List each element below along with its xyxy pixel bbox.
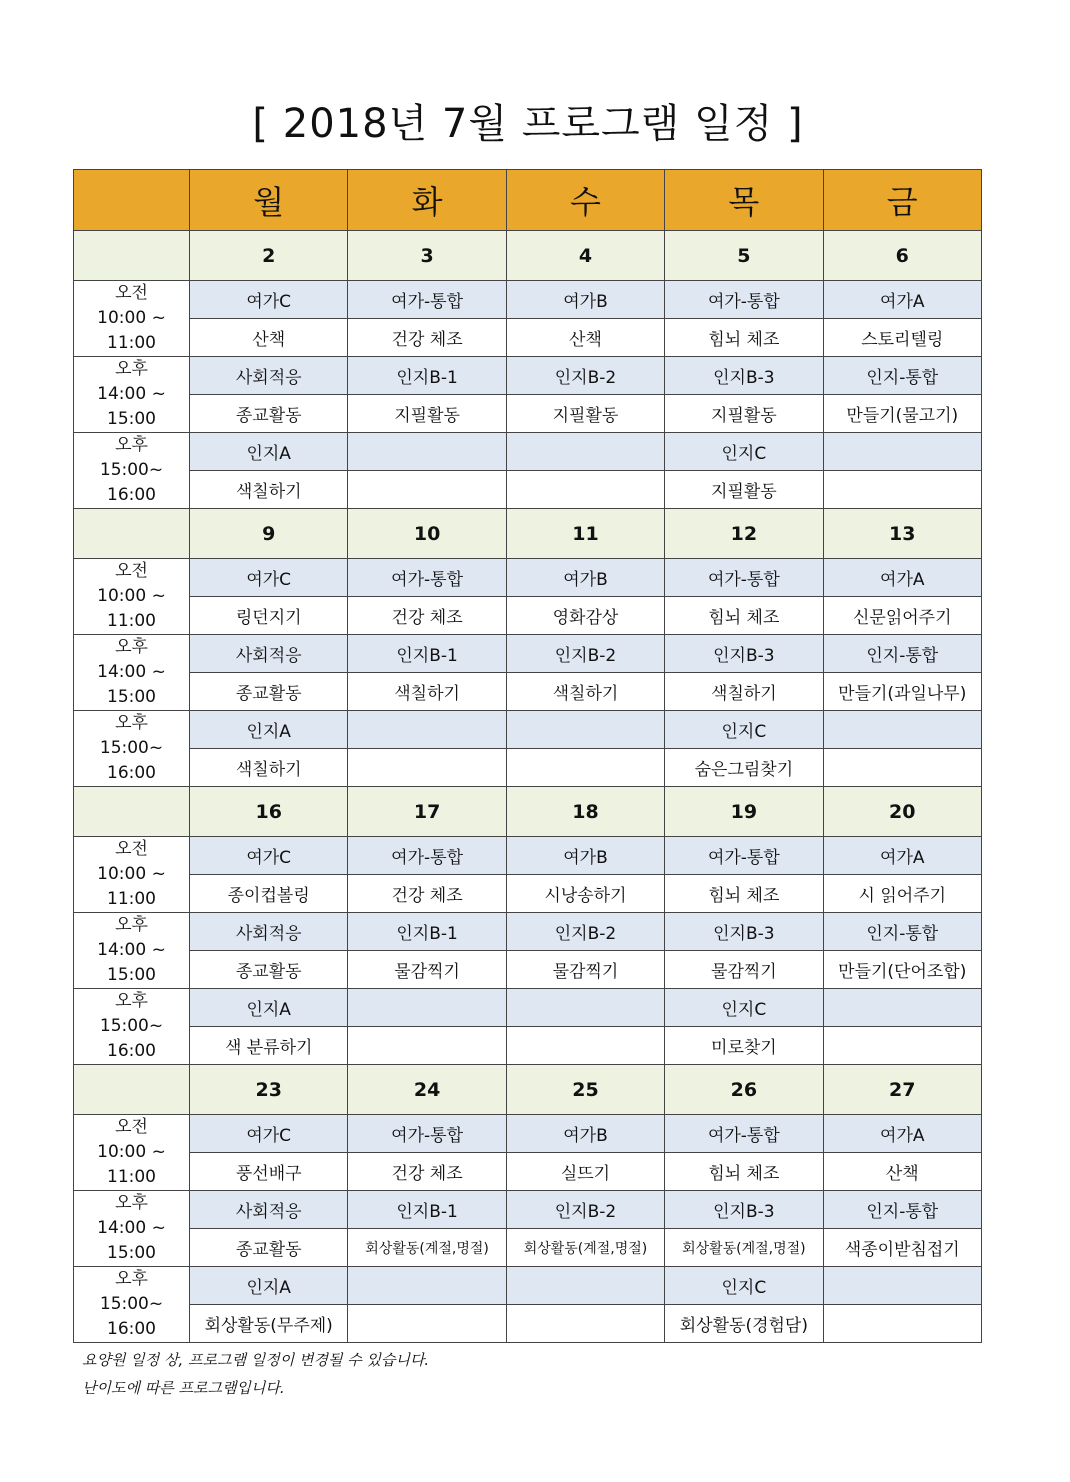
time-slot-cell [74, 1191, 190, 1267]
activity-row [74, 1229, 982, 1267]
date-cell: 27 [823, 1065, 981, 1115]
activity-cell [506, 749, 664, 787]
date-row [74, 509, 982, 559]
date-row [74, 1065, 982, 1115]
program-cell: 인지C [665, 1267, 823, 1305]
activity-cell: 시 읽어주기 [823, 875, 981, 913]
time-start: 14:00 ~ [97, 384, 166, 404]
program-cell: 여가C [190, 837, 348, 875]
activity-cell: 힘뇌 체조 [665, 875, 823, 913]
activity-cell: 색칠하기 [665, 673, 823, 711]
date-cell: 9 [190, 509, 348, 559]
activity-cell: 만들기(물고기) [823, 395, 981, 433]
activity-cell: 색칠하기 [506, 673, 664, 711]
weekday-header: 목 [665, 170, 823, 231]
activity-row [74, 875, 982, 913]
program-cell: 여가B [506, 281, 664, 319]
program-cell [506, 1267, 664, 1305]
activity-cell [506, 471, 664, 509]
activity-cell [823, 749, 981, 787]
activity-cell: 종이컵볼링 [190, 875, 348, 913]
date-cell: 13 [823, 509, 981, 559]
date-cell: 20 [823, 787, 981, 837]
program-cell: 여가A [823, 837, 981, 875]
date-cell: 25 [506, 1065, 664, 1115]
activity-row [74, 951, 982, 989]
date-cell: 5 [665, 231, 823, 281]
page-title: [ 2018년 7월 프로그램 일정 ] [252, 101, 804, 147]
date-cell: 16 [190, 787, 348, 837]
time-start: 10:00 ~ [97, 586, 166, 606]
program-cell: 인지B-1 [348, 635, 506, 673]
time-end: 11:00 [107, 1167, 156, 1187]
program-cell: 인지B-3 [665, 635, 823, 673]
time-start: 15:00~ [99, 1294, 164, 1314]
time-period: 오후 [115, 915, 148, 935]
activity-cell: 건강 체조 [348, 1153, 506, 1191]
activity-cell: 회상활동(계절,명절) [348, 1229, 506, 1267]
program-cell [348, 433, 506, 471]
activity-row [74, 597, 982, 635]
activity-row [74, 673, 982, 711]
time-period: 오후 [115, 435, 148, 455]
date-cell: 19 [665, 787, 823, 837]
program-row [74, 989, 982, 1027]
program-cell [506, 433, 664, 471]
time-slot-cell [74, 635, 190, 711]
program-cell: 사회적응 [190, 635, 348, 673]
program-cell: 인지-통합 [823, 1191, 981, 1229]
program-cell: 사회적응 [190, 913, 348, 951]
program-row [74, 635, 982, 673]
time-end: 11:00 [107, 889, 156, 909]
time-slot-cell [74, 281, 190, 357]
program-cell: 여가C [190, 1115, 348, 1153]
activity-cell: 지필활동 [665, 471, 823, 509]
program-row [74, 357, 982, 395]
program-cell: 여가B [506, 1115, 664, 1153]
activity-cell: 건강 체조 [348, 319, 506, 357]
time-slot-cell [74, 559, 190, 635]
time-start: 15:00~ [99, 1016, 164, 1036]
time-start: 15:00~ [99, 460, 164, 480]
program-cell [823, 711, 981, 749]
activity-cell: 지필활동 [506, 395, 664, 433]
activity-cell: 힘뇌 체조 [665, 1153, 823, 1191]
time-period: 오후 [115, 637, 148, 657]
program-cell: 인지C [665, 433, 823, 471]
footnote: 요양원 일정 상, 프로그램 일정이 변경될 수 있습니다. [82, 1351, 430, 1369]
program-cell [348, 989, 506, 1027]
program-cell: 인지C [665, 989, 823, 1027]
time-start: 15:00~ [99, 738, 164, 758]
time-start: 14:00 ~ [97, 1218, 166, 1238]
date-cell: 6 [823, 231, 981, 281]
date-cell: 4 [506, 231, 664, 281]
program-cell [823, 1267, 981, 1305]
program-cell: 인지A [190, 711, 348, 749]
program-row [74, 281, 982, 319]
activity-cell: 링던지기 [190, 597, 348, 635]
time-end: 16:00 [107, 1041, 156, 1061]
program-cell: 여가-통합 [348, 1115, 506, 1153]
activity-cell: 색 분류하기 [190, 1027, 348, 1065]
time-slot-cell [74, 989, 190, 1065]
activity-cell: 실뜨기 [506, 1153, 664, 1191]
footnotes [82, 1346, 429, 1402]
activity-cell: 종교활동 [190, 395, 348, 433]
program-cell: 인지-통합 [823, 635, 981, 673]
activity-cell: 종교활동 [190, 673, 348, 711]
program-row [74, 1191, 982, 1229]
time-period: 오전 [115, 283, 148, 303]
schedule-table [73, 169, 982, 1343]
activity-cell: 회상활동(무주제) [190, 1305, 348, 1343]
time-end: 15:00 [107, 1243, 156, 1263]
date-row-spacer [74, 509, 190, 559]
time-period: 오전 [115, 1117, 148, 1137]
program-cell: 인지B-1 [348, 1191, 506, 1229]
date-cell: 26 [665, 1065, 823, 1115]
activity-row [74, 1305, 982, 1343]
activity-row [74, 319, 982, 357]
activity-cell [506, 1027, 664, 1065]
date-cell: 12 [665, 509, 823, 559]
activity-row [74, 1153, 982, 1191]
weekday-header: 화 [348, 170, 506, 231]
program-cell [823, 433, 981, 471]
activity-cell: 지필활동 [348, 395, 506, 433]
activity-cell: 힘뇌 체조 [665, 597, 823, 635]
footnote: 난이도에 따른 프로그램입니다. [82, 1379, 285, 1397]
activity-cell: 색종이받침접기 [823, 1229, 981, 1267]
program-cell: 여가-통합 [348, 837, 506, 875]
time-period: 오후 [115, 1193, 148, 1213]
program-cell: 여가-통합 [665, 281, 823, 319]
time-start: 10:00 ~ [97, 1142, 166, 1162]
activity-cell [348, 471, 506, 509]
program-cell: 여가C [190, 281, 348, 319]
program-cell: 인지B-2 [506, 357, 664, 395]
activity-cell: 영화감상 [506, 597, 664, 635]
activity-row [74, 749, 982, 787]
program-cell: 사회적응 [190, 357, 348, 395]
time-end: 11:00 [107, 333, 156, 353]
date-cell: 10 [348, 509, 506, 559]
time-slot-cell [74, 711, 190, 787]
date-cell: 17 [348, 787, 506, 837]
program-cell: 인지-통합 [823, 357, 981, 395]
activity-cell: 시낭송하기 [506, 875, 664, 913]
activity-cell: 스토리텔링 [823, 319, 981, 357]
activity-cell: 건강 체조 [348, 597, 506, 635]
time-start: 14:00 ~ [97, 662, 166, 682]
activity-cell [348, 749, 506, 787]
time-slot-cell [74, 837, 190, 913]
corner-cell [74, 170, 190, 231]
time-end: 15:00 [107, 409, 156, 429]
activity-cell: 지필활동 [665, 395, 823, 433]
activity-cell: 회상활동(계절,명절) [506, 1229, 664, 1267]
program-cell: 여가-통합 [348, 281, 506, 319]
date-cell: 18 [506, 787, 664, 837]
activity-cell [823, 471, 981, 509]
time-period: 오전 [115, 561, 148, 581]
program-row [74, 711, 982, 749]
time-period: 오후 [115, 359, 148, 379]
activity-cell: 풍선배구 [190, 1153, 348, 1191]
activity-cell [348, 1305, 506, 1343]
program-row [74, 913, 982, 951]
program-cell: 인지B-2 [506, 913, 664, 951]
activity-cell: 만들기(과일나무) [823, 673, 981, 711]
time-slot-cell [74, 1115, 190, 1191]
program-cell: 인지B-2 [506, 635, 664, 673]
activity-row [74, 471, 982, 509]
program-cell: 인지B-1 [348, 913, 506, 951]
program-cell: 여가-통합 [665, 559, 823, 597]
weekday-header-row [74, 170, 982, 231]
time-start: 14:00 ~ [97, 940, 166, 960]
activity-cell [506, 1305, 664, 1343]
program-cell [506, 989, 664, 1027]
activity-cell: 물감찍기 [665, 951, 823, 989]
time-period: 오후 [115, 991, 148, 1011]
activity-cell: 물감찍기 [506, 951, 664, 989]
activity-cell: 물감찍기 [348, 951, 506, 989]
activity-cell: 힘뇌 체조 [665, 319, 823, 357]
program-row [74, 1115, 982, 1153]
time-end: 15:00 [107, 965, 156, 985]
activity-cell: 회상활동(계절,명절) [665, 1229, 823, 1267]
activity-cell [823, 1305, 981, 1343]
time-end: 16:00 [107, 485, 156, 505]
date-row-spacer [74, 231, 190, 281]
program-row [74, 837, 982, 875]
program-cell: 여가A [823, 559, 981, 597]
activity-cell: 산책 [823, 1153, 981, 1191]
program-cell: 인지B-1 [348, 357, 506, 395]
date-cell: 2 [190, 231, 348, 281]
weekday-header: 월 [190, 170, 348, 231]
program-row [74, 1267, 982, 1305]
program-cell: 인지B-3 [665, 913, 823, 951]
program-cell [823, 989, 981, 1027]
time-slot-cell [74, 1267, 190, 1343]
weekday-header: 금 [823, 170, 981, 231]
activity-cell: 산책 [506, 319, 664, 357]
date-cell: 11 [506, 509, 664, 559]
activity-row [74, 1027, 982, 1065]
activity-cell: 색칠하기 [190, 471, 348, 509]
date-row-spacer [74, 1065, 190, 1115]
date-cell: 23 [190, 1065, 348, 1115]
activity-cell: 만들기(단어조합) [823, 951, 981, 989]
time-end: 11:00 [107, 611, 156, 631]
program-cell: 여가B [506, 559, 664, 597]
time-period: 오후 [115, 713, 148, 733]
program-row [74, 433, 982, 471]
program-row [74, 559, 982, 597]
program-cell: 여가-통합 [665, 1115, 823, 1153]
time-end: 15:00 [107, 687, 156, 707]
program-cell: 인지B-3 [665, 357, 823, 395]
program-cell: 인지A [190, 989, 348, 1027]
date-row-spacer [74, 787, 190, 837]
activity-cell: 색칠하기 [348, 673, 506, 711]
program-cell [506, 711, 664, 749]
time-end: 16:00 [107, 763, 156, 783]
date-cell: 3 [348, 231, 506, 281]
activity-cell: 신문읽어주기 [823, 597, 981, 635]
activity-cell: 색칠하기 [190, 749, 348, 787]
date-cell: 24 [348, 1065, 506, 1115]
program-cell [348, 1267, 506, 1305]
activity-cell [348, 1027, 506, 1065]
program-cell: 여가A [823, 281, 981, 319]
time-slot-cell [74, 913, 190, 989]
time-end: 16:00 [107, 1319, 156, 1339]
program-cell: 여가B [506, 837, 664, 875]
program-cell: 사회적응 [190, 1191, 348, 1229]
activity-cell: 종교활동 [190, 1229, 348, 1267]
activity-cell: 산책 [190, 319, 348, 357]
activity-cell: 미로찾기 [665, 1027, 823, 1065]
time-slot-cell [74, 433, 190, 509]
program-cell: 인지B-2 [506, 1191, 664, 1229]
program-cell: 인지B-3 [665, 1191, 823, 1229]
activity-cell [823, 1027, 981, 1065]
time-slot-cell [74, 357, 190, 433]
program-cell: 인지-통합 [823, 913, 981, 951]
program-cell: 여가-통합 [348, 559, 506, 597]
program-cell: 인지C [665, 711, 823, 749]
date-row [74, 787, 982, 837]
activity-cell: 종교활동 [190, 951, 348, 989]
program-cell: 여가C [190, 559, 348, 597]
activity-cell: 숨은그림찾기 [665, 749, 823, 787]
program-cell: 인지A [190, 433, 348, 471]
date-row [74, 231, 982, 281]
program-cell: 인지A [190, 1267, 348, 1305]
activity-row [74, 395, 982, 433]
program-cell: 여가A [823, 1115, 981, 1153]
activity-cell: 건강 체조 [348, 875, 506, 913]
time-start: 10:00 ~ [97, 864, 166, 884]
program-cell: 여가-통합 [665, 837, 823, 875]
time-start: 10:00 ~ [97, 308, 166, 328]
activity-cell: 회상활동(경험담) [665, 1305, 823, 1343]
weekday-header: 수 [506, 170, 664, 231]
program-cell [348, 711, 506, 749]
time-period: 오전 [115, 839, 148, 859]
time-period: 오후 [115, 1269, 148, 1289]
